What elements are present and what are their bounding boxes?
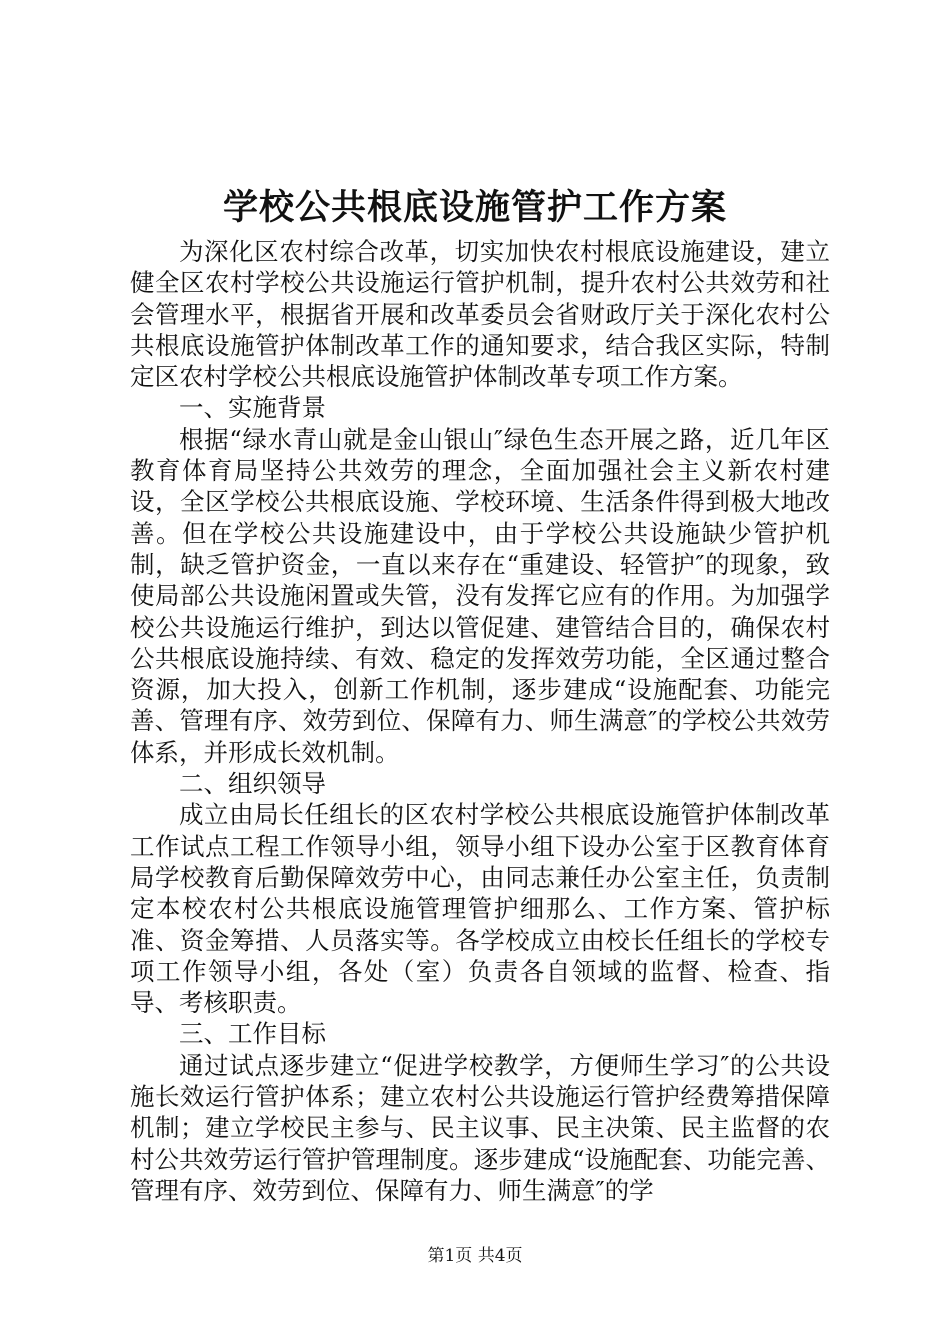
section-heading-goals: 三、工作目标 (179, 1019, 326, 1049)
document-title: 学校公共根底设施管护工作方案 (222, 187, 727, 228)
intro-paragraph: 为深化区农村综合改革，切实加快农村根底设施建设，建立健全区农村学校公共设施运行管护机制，提升农村公共效劳和社会管理水平，根据省开展和改革委员会省财政厅关于深化农村公共根底设施管护体制改革工作的通知要求，结合我区实际，特制定区农村学校公共根底设施管护体制改革专项工作方案。 (130, 237, 830, 392)
section-body-organization: 成立由局长任组长的区农村学校公共根底设施管护体制改革工作试点工程工作领导小组，领导小组下设办公室于区教育体育局学校教育后勤保障效劳中心，由同志兼任办公室主任，负责制定本校农村公共根底设施管理管护细那么、工作方案、管护标准、资金筹措、人员落实等。各学校成立由校长任组长的学校专项工作领导小组，各处（室）负责各自领域的监督、检查、指导、考核职责。 (130, 800, 830, 1018)
document-body (130, 236, 830, 1206)
page-footer: 第1页 共4页 (427, 1246, 523, 1266)
section-heading-organization: 二、组织领导 (179, 769, 326, 799)
section-body-background: 根据“绿水青山就是金山银山″绿色生态开展之路，近几年区教育体育局坚持公共效劳的理念，全面加强社会主义新农村建设，全区学校公共根底设施、学校环境、生活条件得到极大地改善。但在学校公共设施建设中，由于学校公共设施缺少管护机制，缺乏管护资金，一直以来存在“重建设、轻管护″的现象，致使局部公共设施闲置或失管，没有发挥它应有的作用。为加强学校公共设施运行维护，到达以管促建、建管结合目的，确保农村公共根底设施持续、有效、稳定的发挥效劳功能，全区通过整合资源，加大投入，创新工作机制，逐步建成“设施配套、功能完善、管理有序、效劳到位、保障有力、师生满意″的学校公共效劳体系，并形成长效机制。 (130, 424, 830, 767)
section-heading-background: 一、实施背景 (179, 393, 326, 423)
section-body-goals: 通过试点逐步建立“促进学校教学，方便师生学习″的公共设施长效运行管护体系；建立农村公共设施运行管护经费筹措保障机制；建立学校民主参与、民主议事、民主决策、民主监督的农村公共效劳运行管护管理制度。逐步建成“设施配套、功能完善、管理有序、效劳到位、保障有力、师生满意″的学 (130, 1050, 830, 1205)
